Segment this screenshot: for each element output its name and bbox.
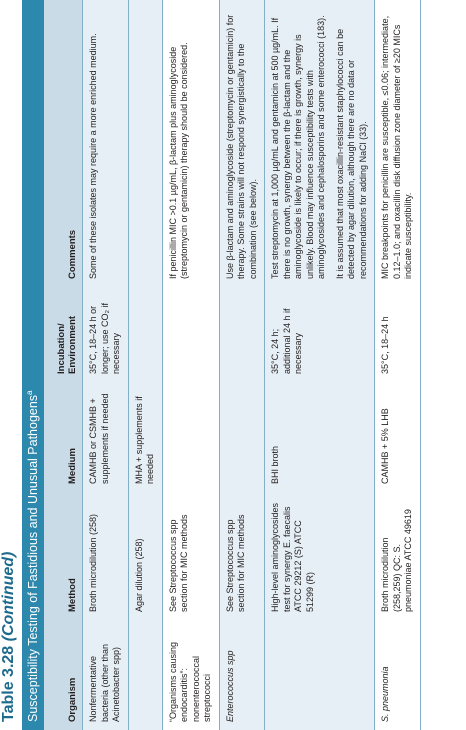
cell-incubation — [128, 287, 162, 382]
comment-paragraph: Test streptomycin at 1,000 µg/mL and gentamicin at 500 µg/mL. If there is no growth, synergy between the β-lactam and the aminoglycoside is likely to occur; if there is growth, synergy is unlikely. Blood may influence susceptibility tests with aminoglycosides and cephalosporins and some enterococci (183). — [270, 15, 326, 279]
table-row — [162, 0, 219, 730]
table-caption — [0, 552, 18, 722]
cell-comments: Some of these isolates may require a more enriched medium. — [83, 0, 129, 287]
table-title-bar — [22, 0, 44, 730]
cell-medium — [219, 382, 265, 492]
susceptibility-table — [44, 0, 421, 730]
table-row — [219, 0, 265, 730]
cell-method: Agar dilution (258) — [128, 492, 162, 620]
cell-medium: CAMHB or CSMHB + supplements if needed — [83, 382, 129, 492]
cell-organism — [265, 620, 375, 730]
cell-method: Broth microdilution (258) — [83, 492, 129, 620]
cell-organism: Nonfermentative bacteria (other than Acinetobacter spp) — [83, 620, 129, 730]
table-row — [128, 0, 162, 730]
comment-paragraph: It is assumed that most oxacillin-resistant staphylococci can be detected by agar dilution, although there are no data or recommendations for adding NaCl (33). — [334, 28, 368, 279]
table-row — [375, 0, 421, 730]
cell-medium: MHA + supplements if needed — [128, 382, 162, 492]
continued-label: (Continued) — [0, 551, 17, 646]
cell-incubation — [219, 287, 265, 382]
cell-comments: MIC breakpoints for penicillin are susceptible, ≤0.06; intermediate, 0.12–1.0; and oxacillin disk diffusion zone diameter of ≥20 MICs indicate susceptibility. — [375, 0, 421, 287]
cell-medium: CAMHB + 5% LHB — [375, 382, 421, 492]
cell-medium — [162, 382, 219, 492]
cell-comments — [128, 0, 162, 287]
cell-organism — [128, 620, 162, 730]
cell-organism: S. pneumonia — [375, 620, 421, 730]
cell-comments — [265, 0, 375, 287]
header-comments: Comments — [44, 0, 83, 287]
table-row — [265, 0, 375, 730]
cell-incubation — [162, 287, 219, 382]
cell-organism: Enterococcus spp — [219, 620, 265, 730]
title-footnote-marker: a — [24, 390, 34, 395]
table-title: Susceptibility Testing of Fastidious and Unusual Pathogens — [26, 394, 40, 722]
header-organism: Organism — [44, 620, 83, 730]
cell-method: See Streptococcus spp section for MIC methods — [219, 492, 265, 620]
cell-incubation: 35°C, 18–24 h or longer; use CO₂ if necessary — [83, 287, 129, 382]
cell-incubation: 35°C, 18–24 h — [375, 287, 421, 382]
cell-incubation: 35°C, 24 h; additional 24 h if necessary — [265, 287, 375, 382]
table-row — [83, 0, 129, 730]
cell-method: Broth microdilution (258,259) QC: S. pneumoniae ATCC 49619 — [375, 492, 421, 620]
cell-comments: Use β-lactam and aminoglycoside (streptomycin or gentamicin) for therapy. Some strains will not respond synergistically to the combination (see below). — [219, 0, 265, 287]
cell-organism: “Organisms causing endocarditis”: nonenterococcal streptococci — [162, 620, 219, 730]
header-incubation: Incubation/ Environment — [44, 287, 83, 382]
table-number: Table 3.28 — [0, 645, 17, 722]
cell-medium: BHI broth — [265, 382, 375, 492]
header-medium: Medium — [44, 382, 83, 492]
header-method: Method — [44, 492, 83, 620]
cell-method: See Streptococcus spp section for MIC methods — [162, 492, 219, 620]
header-row — [44, 0, 83, 730]
cell-method: High-level aminoglycosides test for synergy E. faecalis ATCC 29212 (S) ATCC 51299 (R) — [265, 492, 375, 620]
cell-comments: If penicillin MIC >0.1 µg/mL, β-lactam plus aminoglycoside (streptomycin or gentamicin) therapy should be considered. — [162, 0, 219, 287]
